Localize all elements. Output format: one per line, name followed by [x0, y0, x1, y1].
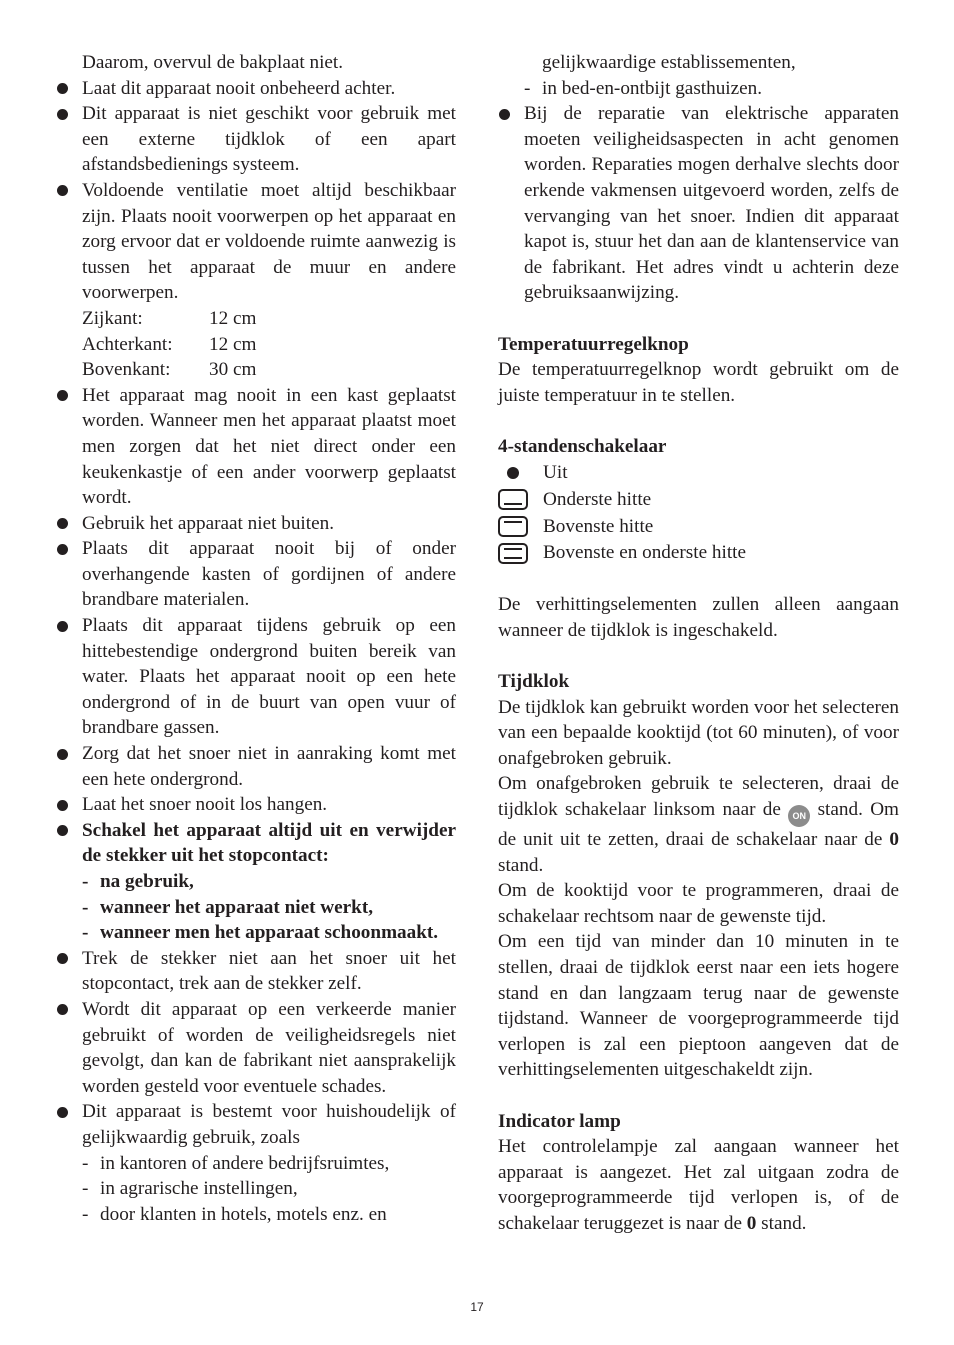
safety-bullet: Dit apparaat is niet geschikt voor gebruik met een externe tijdklok of een apart afstandsbedienings systeem. — [56, 101, 456, 178]
safety-bullet: Het apparaat mag nooit in een kast geplaatst worden. Wanneer men het apparaat plaatst moet men zorgen dat het niet direct onder een keukenkastje of een ander voorwerp geplaatst wordt. — [56, 383, 456, 511]
off-dot-icon — [507, 467, 519, 479]
dash-item-text: wanneer men het apparaat schoonmaakt. — [100, 922, 439, 944]
distance-value: 12 cm — [209, 307, 257, 329]
page-number: 17 — [470, 1300, 484, 1314]
distance-value: 12 cm — [209, 333, 257, 355]
top-bottom-heat-icon — [498, 543, 528, 564]
switch-note: De verhittingselementen zullen alleen aangaan wanneer de tijdklok is ingeschakeld. — [498, 594, 899, 641]
zero-label: 0 — [889, 829, 899, 851]
left-column — [56, 50, 456, 1227]
safety-bullet: Plaats dit apparaat nooit bij of onder overhangende kasten of gordijnen of andere brandbare materialen. — [56, 536, 456, 613]
section-heading-switch: 4-standenschakelaar — [498, 435, 667, 457]
switch-position-label: Bovenste hitte — [543, 515, 654, 537]
distance-row — [56, 306, 456, 332]
switch-position-label: Uit — [543, 462, 568, 484]
distance-label: Achterkant: — [82, 333, 173, 355]
stand-word: stand. — [498, 854, 544, 876]
safety-bullet: Wordt dit apparaat op een verkeerde manier gebruikt of worden de veiligheidsregels niet gevolgt, dan kan de fabrikant niet aansprakelijk worden gesteld voor eventuele schades. — [56, 997, 456, 1099]
section-heading-temperature: Temperatuurregelknop — [498, 333, 689, 355]
safety-bullet: Plaats dit apparaat tijdens gebruik op een hittebestendige ondergrond buiten bereik van water. Plaats het apparaat nooit op een hete ondergrond of in de buurt van open vuur of brandbare gassen. — [56, 613, 456, 741]
dash-item-text: wanneer het apparaat niet werkt, — [100, 896, 374, 918]
zero-label: 0 — [746, 1212, 757, 1234]
on-icon: ON — [788, 805, 810, 827]
timer-text: stand. Om de unit uit te zetten, draai de schakelaar naar de — [498, 799, 899, 851]
safety-bullet: Trek de stekker niet aan het snoer uit het stopcontact, trek aan de stekker zelf. — [56, 946, 456, 997]
switch-position-top-bottom — [498, 540, 899, 567]
switch-position-bottom — [498, 486, 899, 513]
distance-value: 30 cm — [209, 359, 257, 381]
safety-bullet: Laat dit apparaat nooit onbeheerd achter. — [56, 76, 456, 102]
dash-item: - wanneer het apparaat niet werkt, — [82, 896, 374, 918]
distance-row — [56, 332, 456, 358]
safety-bullet: Dit apparaat is bestemt voor huishoudelijk of gelijkwaardig gebruik, zoals — [56, 1099, 456, 1150]
safety-bullet: Zorg dat het snoer niet in aanraking komt met een hete ondergrond. — [56, 741, 456, 792]
dash-item: - in bed-en-ontbijt gasthuizen. — [524, 77, 763, 99]
stand-word: stand. — [761, 1212, 807, 1234]
timer-paragraph: De tijdklok kan gebruikt worden voor het selecteren van een bepaalde kooktijd (tot 60 minuten), of voor onafgebroken gebruik. — [498, 696, 899, 769]
dash-item-text: in agrarische instellingen, — [100, 1178, 298, 1200]
intro-text: Daarom, overvul de bakplaat niet. — [82, 52, 344, 73]
section-heading-timer: Tijdklok — [498, 671, 570, 693]
switch-position-label: Bovenste en onderste hitte — [543, 542, 747, 564]
switch-position-top — [498, 513, 899, 540]
dash-item-text: in bed-en-ontbijt gasthuizen. — [542, 77, 763, 99]
dash-item-text: na gebruik, — [100, 871, 194, 892]
lamp-text: Het controlelampje zal aangaan wanneer het apparaat is aangezet. Het zal uitgaan zodra de voorgeprogrammeerde tijd verlopen is, of de schakelaar teruggezet is naar de — [498, 1136, 899, 1234]
temperature-text: De temperatuurregelknop wordt gebruikt om de juiste temperatuur in te stellen. — [498, 359, 899, 406]
timer-paragraph: Om de kooktijd voor te programmeren, draai de schakelaar rechtsom naar de gewenste tijd. — [498, 880, 899, 927]
switch-position-off — [498, 460, 899, 487]
section-heading-lamp: Indicator lamp — [498, 1110, 621, 1132]
dash-item-text: door klanten in hotels, motels enz. en — [100, 1203, 387, 1225]
distance-row — [56, 357, 456, 383]
timer-paragraph — [498, 771, 899, 878]
dash-item: - in agrarische instellingen, — [82, 1178, 298, 1200]
bottom-heat-icon — [498, 489, 528, 510]
top-heat-icon — [498, 516, 528, 537]
distance-label: Zijkant: — [82, 307, 143, 329]
continuation-text: gelijkwaardige establissementen, — [542, 52, 796, 73]
timer-paragraph: Om een tijd van minder dan 10 minuten in te stellen, draai de tijdklok eerst naar een iets hogere stand en dan langzaam terug naar de gewenste tijdstand. Wanneer de voorgeprogrammeerde tijd verlopen is zal een pieptoon aangeven dat de verhittingselementen uitgeschakeldt zijn. — [498, 931, 899, 1081]
safety-bullet-bold: Schakel het apparaat altijd uit en verwijder de stekker uit het stopcontact: — [56, 818, 456, 869]
dash-item-text: in kantoren of andere bedrijfsruimtes, — [100, 1152, 390, 1174]
dash-item: - wanneer men het apparaat schoonmaakt. — [82, 922, 439, 944]
safety-bullet: Voldoende ventilatie moet altijd beschikbaar zijn. Plaats nooit voorwerpen op het apparaat en zorg ervoor dat er voldoende ruimte aanwezig is tussen het apparaat de muur en andere voorwerpen. — [56, 178, 456, 306]
switch-position-label: Onderste hitte — [543, 488, 652, 510]
dash-item: - door klanten in hotels, motels enz. en — [82, 1203, 387, 1225]
safety-bullet: Gebruik het apparaat niet buiten. — [56, 511, 456, 537]
distance-label: Bovenkant: — [82, 359, 171, 381]
dash-item: - na gebruik, — [82, 871, 194, 892]
dash-item: - in kantoren of andere bedrijfsruimtes, — [82, 1152, 390, 1174]
timer-text: Om onafgebroken gebruik te selecteren, draai de tijdklok schakelaar linksom naar de — [498, 773, 899, 821]
safety-bullet: Laat het snoer nooit los hangen. — [56, 792, 456, 818]
right-column — [498, 50, 899, 1237]
safety-bullet: Bij de reparatie van elektrische apparaten moeten veiligheidsaspecten in acht genomen worden. Reparaties mogen derhalve slechts door erkende vakmensen uitgevoerd worden, zelfs de vervanging van het snoer. Indien dit apparaat kapot is, stuur het dan aan de klantenservice van de fabrikant. Het adres vindt u achterin deze gebruiksaanwijzing. — [498, 101, 899, 306]
lamp-paragraph — [498, 1134, 899, 1236]
